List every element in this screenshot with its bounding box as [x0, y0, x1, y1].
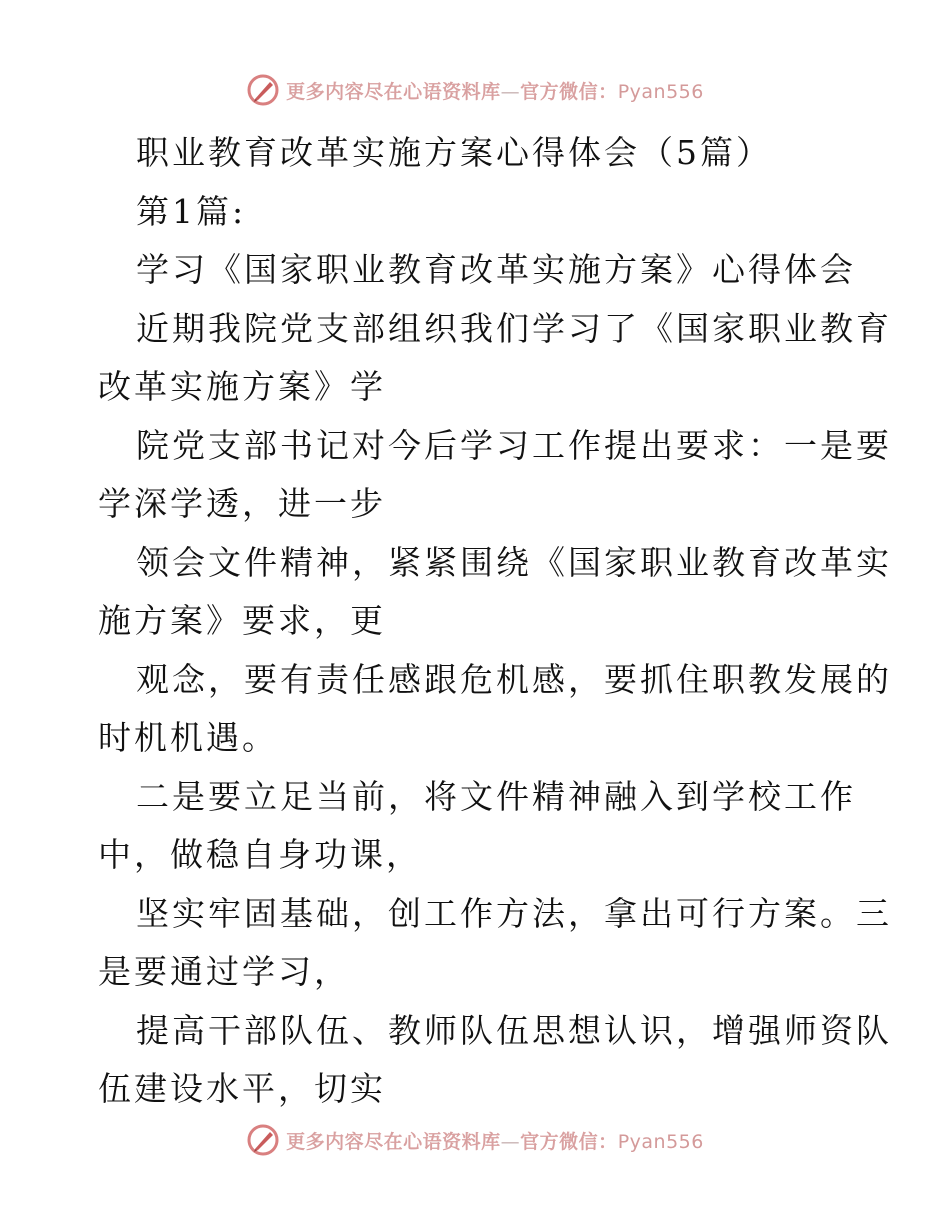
watermark-wechat-id: Pyan556	[617, 80, 704, 103]
watermark-separator: —	[500, 1130, 521, 1153]
text-line: 领会文件精神，紧紧围绕《国家职业教育改革实	[136, 542, 892, 582]
text-line: 中，做稳自身功课，	[98, 835, 422, 874]
watermark-text	[286, 1127, 704, 1154]
document-body	[98, 124, 892, 1119]
watermark-wechat-label: 官方微信：	[520, 80, 618, 103]
text-line: 第1篇:	[136, 191, 247, 231]
text-line: 是要通过学习，	[98, 952, 350, 991]
watermark-separator: —	[500, 80, 521, 103]
text-line: 施方案》要求，更	[98, 601, 386, 640]
document-title: 职业教育改革实施方案心得体会（5篇）	[136, 133, 772, 172]
watermark-wechat-label: 官方微信：	[520, 1130, 618, 1153]
watermark-wechat-id: Pyan556	[617, 1130, 704, 1153]
watermark-site-text: 更多内容尽在心语资料库	[286, 1130, 501, 1153]
text-line: 二是要立足当前，将文件精神融入到学校工作	[136, 776, 856, 816]
text-line: 伍建设水平，切实	[98, 1069, 386, 1108]
header-watermark	[0, 70, 950, 110]
text-line: 学习《国家职业教育改革实施方案》心得体会	[136, 250, 856, 289]
text-line: 学深学透，进一步	[98, 484, 386, 523]
watermark-site-text: 更多内容尽在心语资料库	[286, 80, 501, 103]
quill-circle-icon	[246, 1123, 280, 1157]
text-line: 院党支部书记对今后学习工作提出要求：一是要	[136, 425, 892, 465]
quill-circle-icon	[246, 73, 280, 107]
text-line: 提高干部队伍、教师队伍思想认识，增强师资队	[136, 1010, 892, 1050]
text-line: 坚实牢固基础，创工作方法，拿出可行方案。三	[136, 893, 892, 933]
text-line: 观念，要有责任感跟危机感，要抓住职教发展的	[136, 659, 892, 699]
footer-watermark	[0, 1120, 950, 1160]
text-line: 改革实施方案》学	[98, 367, 386, 406]
text-line: 近期我院党支部组织我们学习了《国家职业教育	[136, 308, 892, 348]
watermark-text	[286, 77, 704, 104]
text-line: 时机机遇。	[98, 718, 278, 757]
